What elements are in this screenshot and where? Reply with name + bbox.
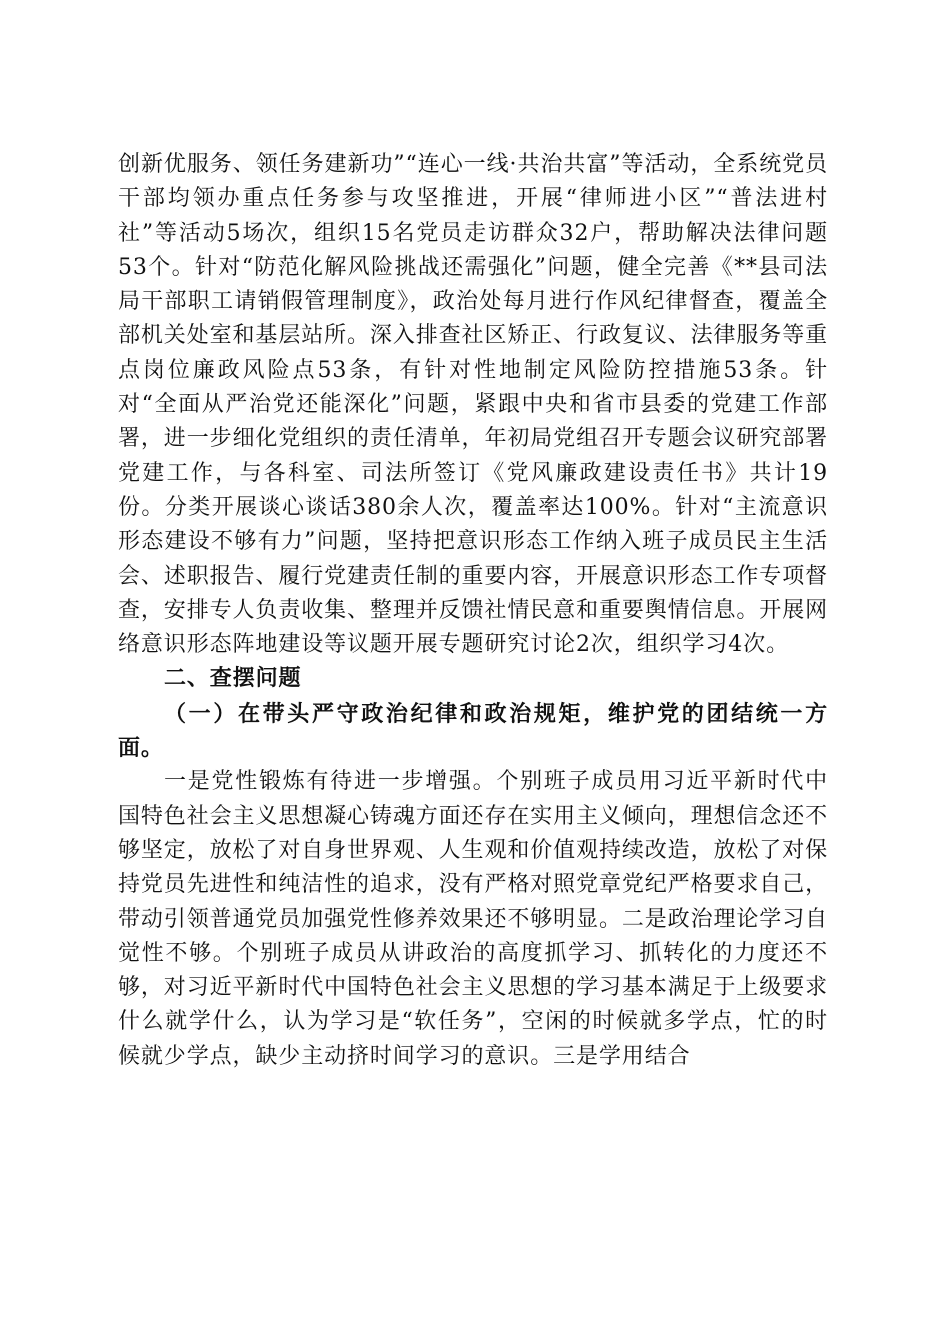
section-heading: 二、查摆问题 — [164, 666, 302, 692]
body-paragraph-continued: 创新优服务、领任务建新功”“连心一线·共治共富”等活动，全系统党员干部均领办重点任务参与攻坚推进，开展“律师进小区”“普法进村社”等活动5场次，组织15名党员走访群众32户，帮助解决法律问题53个。针对“防范化解风险挑战还需强化”问题，健全完善《**县司法局干部职工请销假管理制度》，政治处每月进行作风纪律督查，覆盖全部机关处室和基层站所。深入排查社区矫正、行政复议、法律服务等重点岗位廉政风险点53条，有针对性地制定风险防控措施53条。针对“全面从严治党还能深化”问题，紧跟中央和省市县委的党建工作部署，进一步细化党组织的责任清单，年初局党组召开专题会议研究部署党建工作，与各科室、司法所签订《党风廉政建设责任书》共计19份。分类开展谈心谈话380余人次，覆盖率达100%。针对“主流意识形态建设不够有力”问题，坚持把意识形态工作纳入班子成员民主生活会、述职报告、履行党建责任制的重要内容，开展意识形态工作专项督查，安排专人负责收集、整理并反馈社情民意和重要舆情信息。开展网络意识形态阵地建设等议题开展专题研究讨论2次，组织学习4次。 — [118, 152, 828, 658]
body-paragraph: 一是党性锻炼有待进一步增强。个别班子成员用习近平新时代中国特色社会主义思想凝心铸魂方面还存在实用主义倾向，理想信念还不够坚定，放松了对自身世界观、人生观和价值观持续改造，放松了对保持党员先进性和纯洁性的追求，没有严格对照党章党纪严格要求自己，带动引领普通党员加强党性修养效果还不够明显。二是政治理论学习自觉性不够。个别班子成员从讲政治的高度抓学习、抓转化的力度还不够，对习近平新时代中国特色社会主义思想的学习基本满足于上级要求什么就学什么，认为学习是“软任务”，空闲的时候就多学点，忙的时候就少学点，缺少主动挤时间学习的意识。三是学用结合 — [118, 769, 828, 1069]
document-page — [118, 148, 828, 1074]
subsection-heading: （一）在带头严守政治纪律和政治规矩，维护党的团结统一方面。 — [118, 700, 828, 762]
